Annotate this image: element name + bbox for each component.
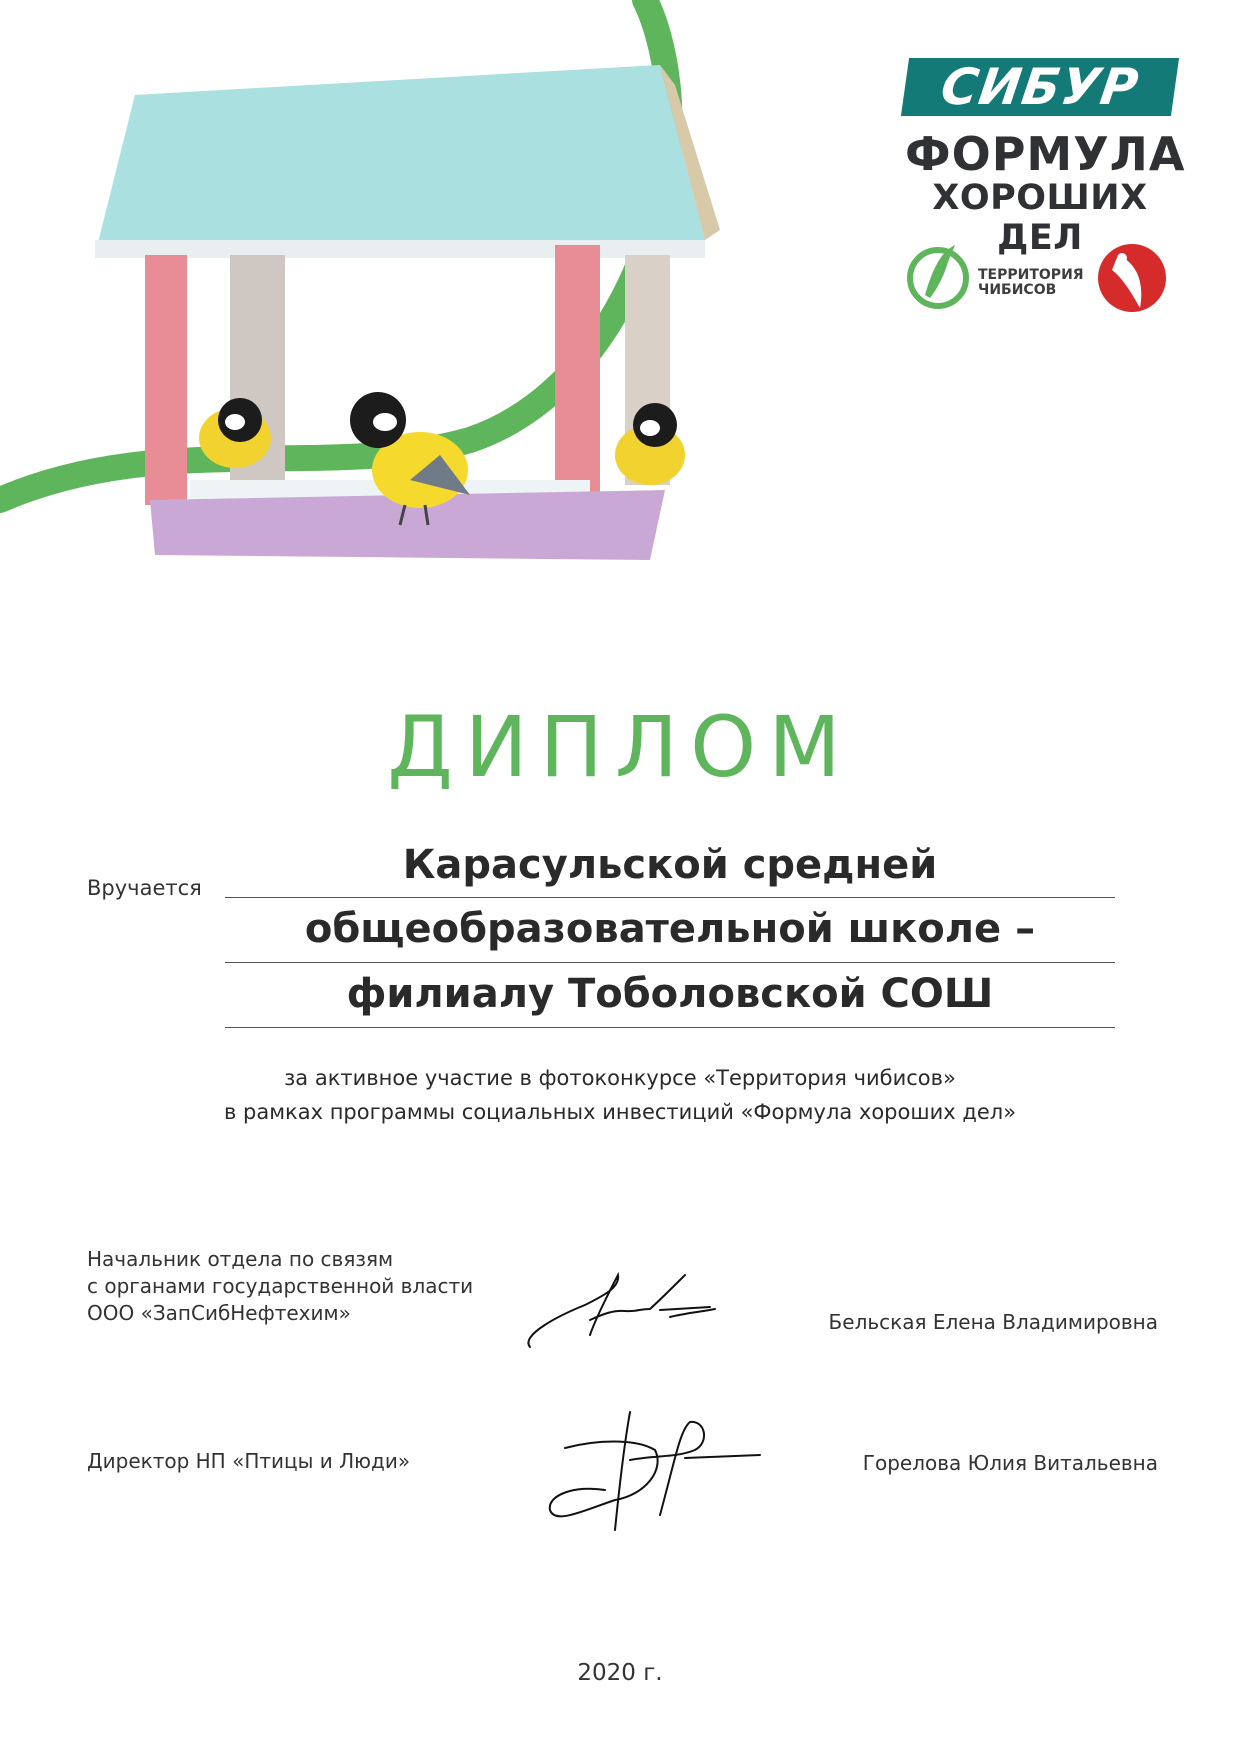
position-line: ООО «ЗапСибНефтехим» (87, 1301, 351, 1325)
formula-logo (905, 127, 1186, 258)
recipient-line-3: филиалу Тоболовской СОШ (346, 971, 994, 1017)
formula-logo-line1: ФОРМУЛА (905, 127, 1186, 181)
position-line: с органами государственной власти (87, 1274, 474, 1298)
territory-logo-text: ТЕРРИТОРИЯ ЧИБИСОВ (978, 267, 1084, 298)
recipient-line-2: общеобразовательной школе – (304, 906, 1036, 952)
feeder-post (145, 255, 187, 505)
position-line: Начальник отдела по связям (87, 1247, 394, 1271)
sibur-logo: СИБУР (901, 58, 1179, 116)
formula-logo-line2: ХОРОШИХ ДЕЛ (932, 178, 1148, 258)
awarded-label: Вручается (87, 876, 202, 900)
signature-2 (535, 1400, 765, 1540)
reason-line-1: за активное участие в фотоконкурсе «Территория чибисов» (284, 1066, 956, 1090)
signatory-1-name: Бельская Елена Владимировна (828, 1310, 1158, 1334)
position-line: Директор НП «Птицы и Люди» (87, 1449, 411, 1473)
underline (225, 1027, 1115, 1028)
signatory-2-name: Горелова Юлия Витальевна (862, 1451, 1158, 1475)
recipient-line-1: Карасульской средней (402, 842, 938, 888)
signatory-1-position (87, 1246, 473, 1327)
feeder-post (555, 245, 600, 515)
diploma-title: ДИПЛОМ (387, 698, 853, 796)
reason-line-2: в рамках программы социальных инвестиций «Формула хороших дел» (223, 1100, 1017, 1124)
signatory-2-position (87, 1448, 410, 1475)
signature-1 (510, 1265, 720, 1360)
issue-year: 2020 г. (577, 1660, 663, 1686)
underline (225, 962, 1115, 963)
underline (225, 897, 1115, 898)
